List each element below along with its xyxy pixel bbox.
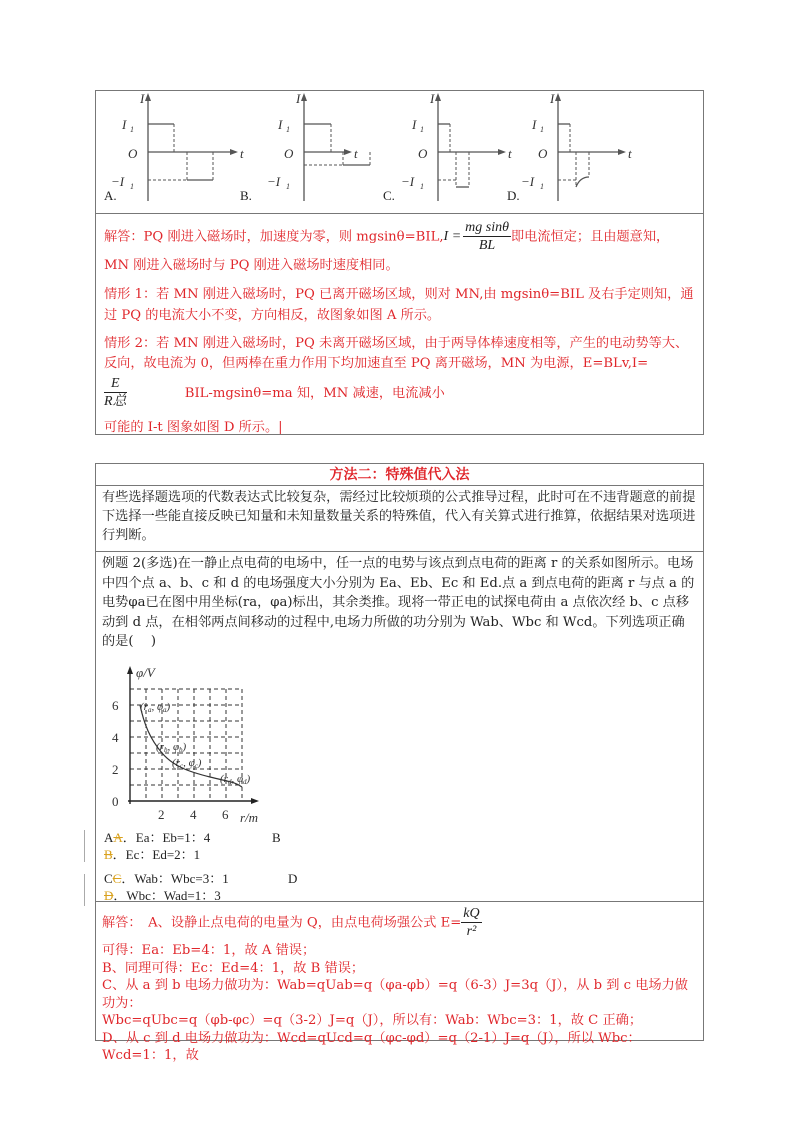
formula-numerator: kQ [463, 906, 480, 921]
method-title: 方法二：特殊值代入法 [329, 467, 470, 483]
formula-numerator: mg sinθ [465, 220, 509, 235]
svg-text:1: 1 [540, 182, 544, 191]
revision-bar-2 [84, 874, 85, 906]
method-intro: 有些选择题选项的代数表达式比较复杂，需经过比较烦琐的公式推导过程，此时可在不违背题意的前提下选择一些能直接反映已知量和未知量数量关系的特殊值，代入有关算式进行推算，依据结果对选项进行判断。 [102, 490, 696, 543]
formula-denominator: BL [478, 238, 496, 253]
svg-text:(rb, φb): (rb, φb) [156, 741, 187, 754]
svg-text:4: 4 [190, 807, 197, 822]
solution-line-2: 可得：Ea：Eb=4：1，故 A 错误； [102, 943, 316, 958]
svg-text:r/m: r/m [240, 810, 259, 824]
solution-text: 解答： A、设静止点电荷的电量为 Q，由点电荷场强公式 E= [102, 915, 462, 931]
graph-d [516, 91, 666, 211]
solution-line-6: D、从 c 到 d 电场力做功为：Wcd=qUcd=q（φc-φd）=q（2-1）J=q（J），所以 Wbc：Wcd=1：1，故 [102, 1030, 641, 1063]
fraction-denominator: R总 [104, 394, 127, 409]
svg-text:6: 6 [222, 807, 229, 822]
answer-graphs-row [96, 91, 703, 214]
option-letter: D [104, 888, 114, 903]
solution-line-5: Wbc=qUbc=q（φb-φc）=q（3-2）J=q（J），所以有：Wab：Wbc=3：1，故 C 正确； [102, 1013, 643, 1028]
svg-text:1: 1 [286, 125, 290, 134]
svg-text:I: I [412, 117, 417, 132]
formula-denominator: r² [466, 924, 477, 939]
svg-text:4: 4 [112, 730, 119, 745]
potential-distance-chart [100, 664, 260, 824]
svg-text:t: t [354, 146, 358, 161]
solution-row [96, 902, 703, 1067]
case-2-tail: BIL-mgsinθ=ma 知，MN 减速，电流减小 [184, 385, 445, 401]
question-row [96, 552, 703, 902]
solution-line-3: B、同理可得：Ec：Ed=4：1，故 B 错误； [102, 960, 365, 976]
svg-text:O: O [128, 146, 138, 161]
svg-text:−I: −I [267, 174, 281, 189]
svg-text:I: I [122, 117, 127, 132]
option-text: ．Ea：Eb=1：4 [122, 830, 211, 845]
question-text: 例题 2(多选)在一静止点电荷的电场中，任一点的电势与该点到点电荷的距离 r 的关系如图所示。电场中四个点 a、b、c 和 d 的电场强度大小分别为 Ea、Eb、Ec 和 Ed.点 a 到点电荷的距离 r 与点 a 的电势φa已在图中用坐标(ra，φa)标出，其余类推。现将一带正电的试探电荷由 a 点依次经 b、c 点移动到 d 点，在相邻两点间移动的过程中,电场力所做的功分别为 Wab、Wbc 和 Wcd。下列选项正确的是( ) [102, 556, 695, 649]
answer-line-2: MN 刚进入磁场时与 PQ 刚进入磁场时速度相同。 [104, 258, 399, 273]
svg-text:1: 1 [286, 182, 290, 191]
svg-text:I: I [296, 91, 301, 106]
svg-text:1: 1 [130, 182, 134, 191]
svg-text:2: 2 [112, 762, 119, 777]
svg-text:I: I [532, 117, 537, 132]
case-2: 情形 2：若 MN 刚进入磁场时，PQ 未离开磁场区域，由于两导体棒速度相等，产生的电动势等大、反向，故电流为 0，但两棒在重力作用下均加速直至 PQ 离开磁场，MN 为电源，E=BLv,I= [104, 336, 689, 371]
svg-text:−I: −I [521, 174, 535, 189]
method-intro-row [96, 486, 703, 552]
svg-text:(rd, φd): (rd, φd) [220, 773, 251, 786]
answer-line-1 [104, 220, 695, 254]
svg-text:I: I [140, 91, 145, 106]
option-a[interactable] [104, 829, 424, 846]
option-text: ．Wab：Wbc=3：1 [121, 871, 229, 886]
option-revision-mark: C [112, 871, 122, 886]
svg-text:2: 2 [158, 807, 165, 822]
svg-text:O: O [538, 146, 548, 161]
svg-text:I: I [278, 117, 283, 132]
svg-text:−I: −I [111, 174, 125, 189]
section-2-table [95, 463, 704, 1063]
option-letter: B [104, 847, 113, 862]
svg-text:0: 0 [112, 794, 119, 809]
svg-text:I: I [430, 91, 435, 106]
graph-c-label: C. [383, 188, 395, 203]
svg-text:t: t [508, 146, 512, 161]
current-fraction [104, 376, 127, 410]
graph-a-label: A. [104, 188, 117, 203]
conclusion: 可能的 I-t 图象如图 D 所示。| [104, 420, 283, 435]
solution-line-1 [102, 906, 697, 940]
option-letter: C [104, 871, 113, 886]
option-b[interactable] [104, 846, 424, 863]
current-formula [444, 220, 511, 254]
case-2-formula [104, 376, 695, 410]
option-c[interactable] [104, 870, 424, 887]
svg-text:1: 1 [540, 125, 544, 134]
option-letter: A [104, 830, 114, 845]
case-1: 情形 1：若 MN 刚进入磁场时，PQ 已离开磁场区域，则对 MN,由 mgsinθ=BIL 及右手定则知，通过 PQ 的电流大小不变，方向相反，故图象如图 A 所示。 [104, 287, 694, 323]
solution-line-4: C、从 a 到 b 电场力做功为：Wab=qUab=q（φa-φb）=q（6-3）J=3q（J），从 b 到 c 电场力做功为： [102, 978, 688, 1011]
graph-d-label: D. [507, 188, 520, 203]
svg-text:I: I [550, 91, 555, 106]
option-label-d-inline: D [288, 871, 298, 886]
fraction-numerator: E [104, 376, 127, 393]
svg-text:1: 1 [130, 125, 134, 134]
method-title-row [96, 464, 703, 486]
svg-text:1: 1 [420, 182, 424, 191]
svg-text:t: t [628, 146, 632, 161]
option-text: ．Wbc：Wad=1：3 [113, 888, 221, 903]
graph-b-label: B. [240, 188, 252, 203]
formula-lhs: I = [443, 229, 462, 244]
option-revision-mark: A [113, 830, 123, 845]
section-1-table [95, 90, 704, 435]
option-text: ．Ec：Ed=2：1 [112, 847, 201, 862]
revision-bar-1 [84, 830, 85, 862]
svg-text:(ra, φa): (ra, φa) [140, 701, 171, 714]
svg-text:1: 1 [420, 125, 424, 134]
svg-text:φ/V: φ/V [136, 665, 155, 680]
answer-text: 解答：PQ 刚进入磁场时，加速度为零，则 mgsinθ=BIL, [104, 229, 444, 245]
svg-text:(rc, φc): (rc, φc) [172, 757, 202, 770]
svg-text:O: O [418, 146, 428, 161]
svg-text:t: t [240, 146, 244, 161]
answer-explanation [96, 214, 703, 434]
options [104, 829, 424, 904]
svg-text:−I: −I [401, 174, 415, 189]
svg-text:O: O [284, 146, 294, 161]
svg-text:6: 6 [112, 698, 119, 713]
answer-text: 即电流恒定；且由题意知， [510, 229, 670, 245]
option-label-b-inline: B [272, 830, 281, 845]
field-strength-formula [461, 906, 481, 940]
